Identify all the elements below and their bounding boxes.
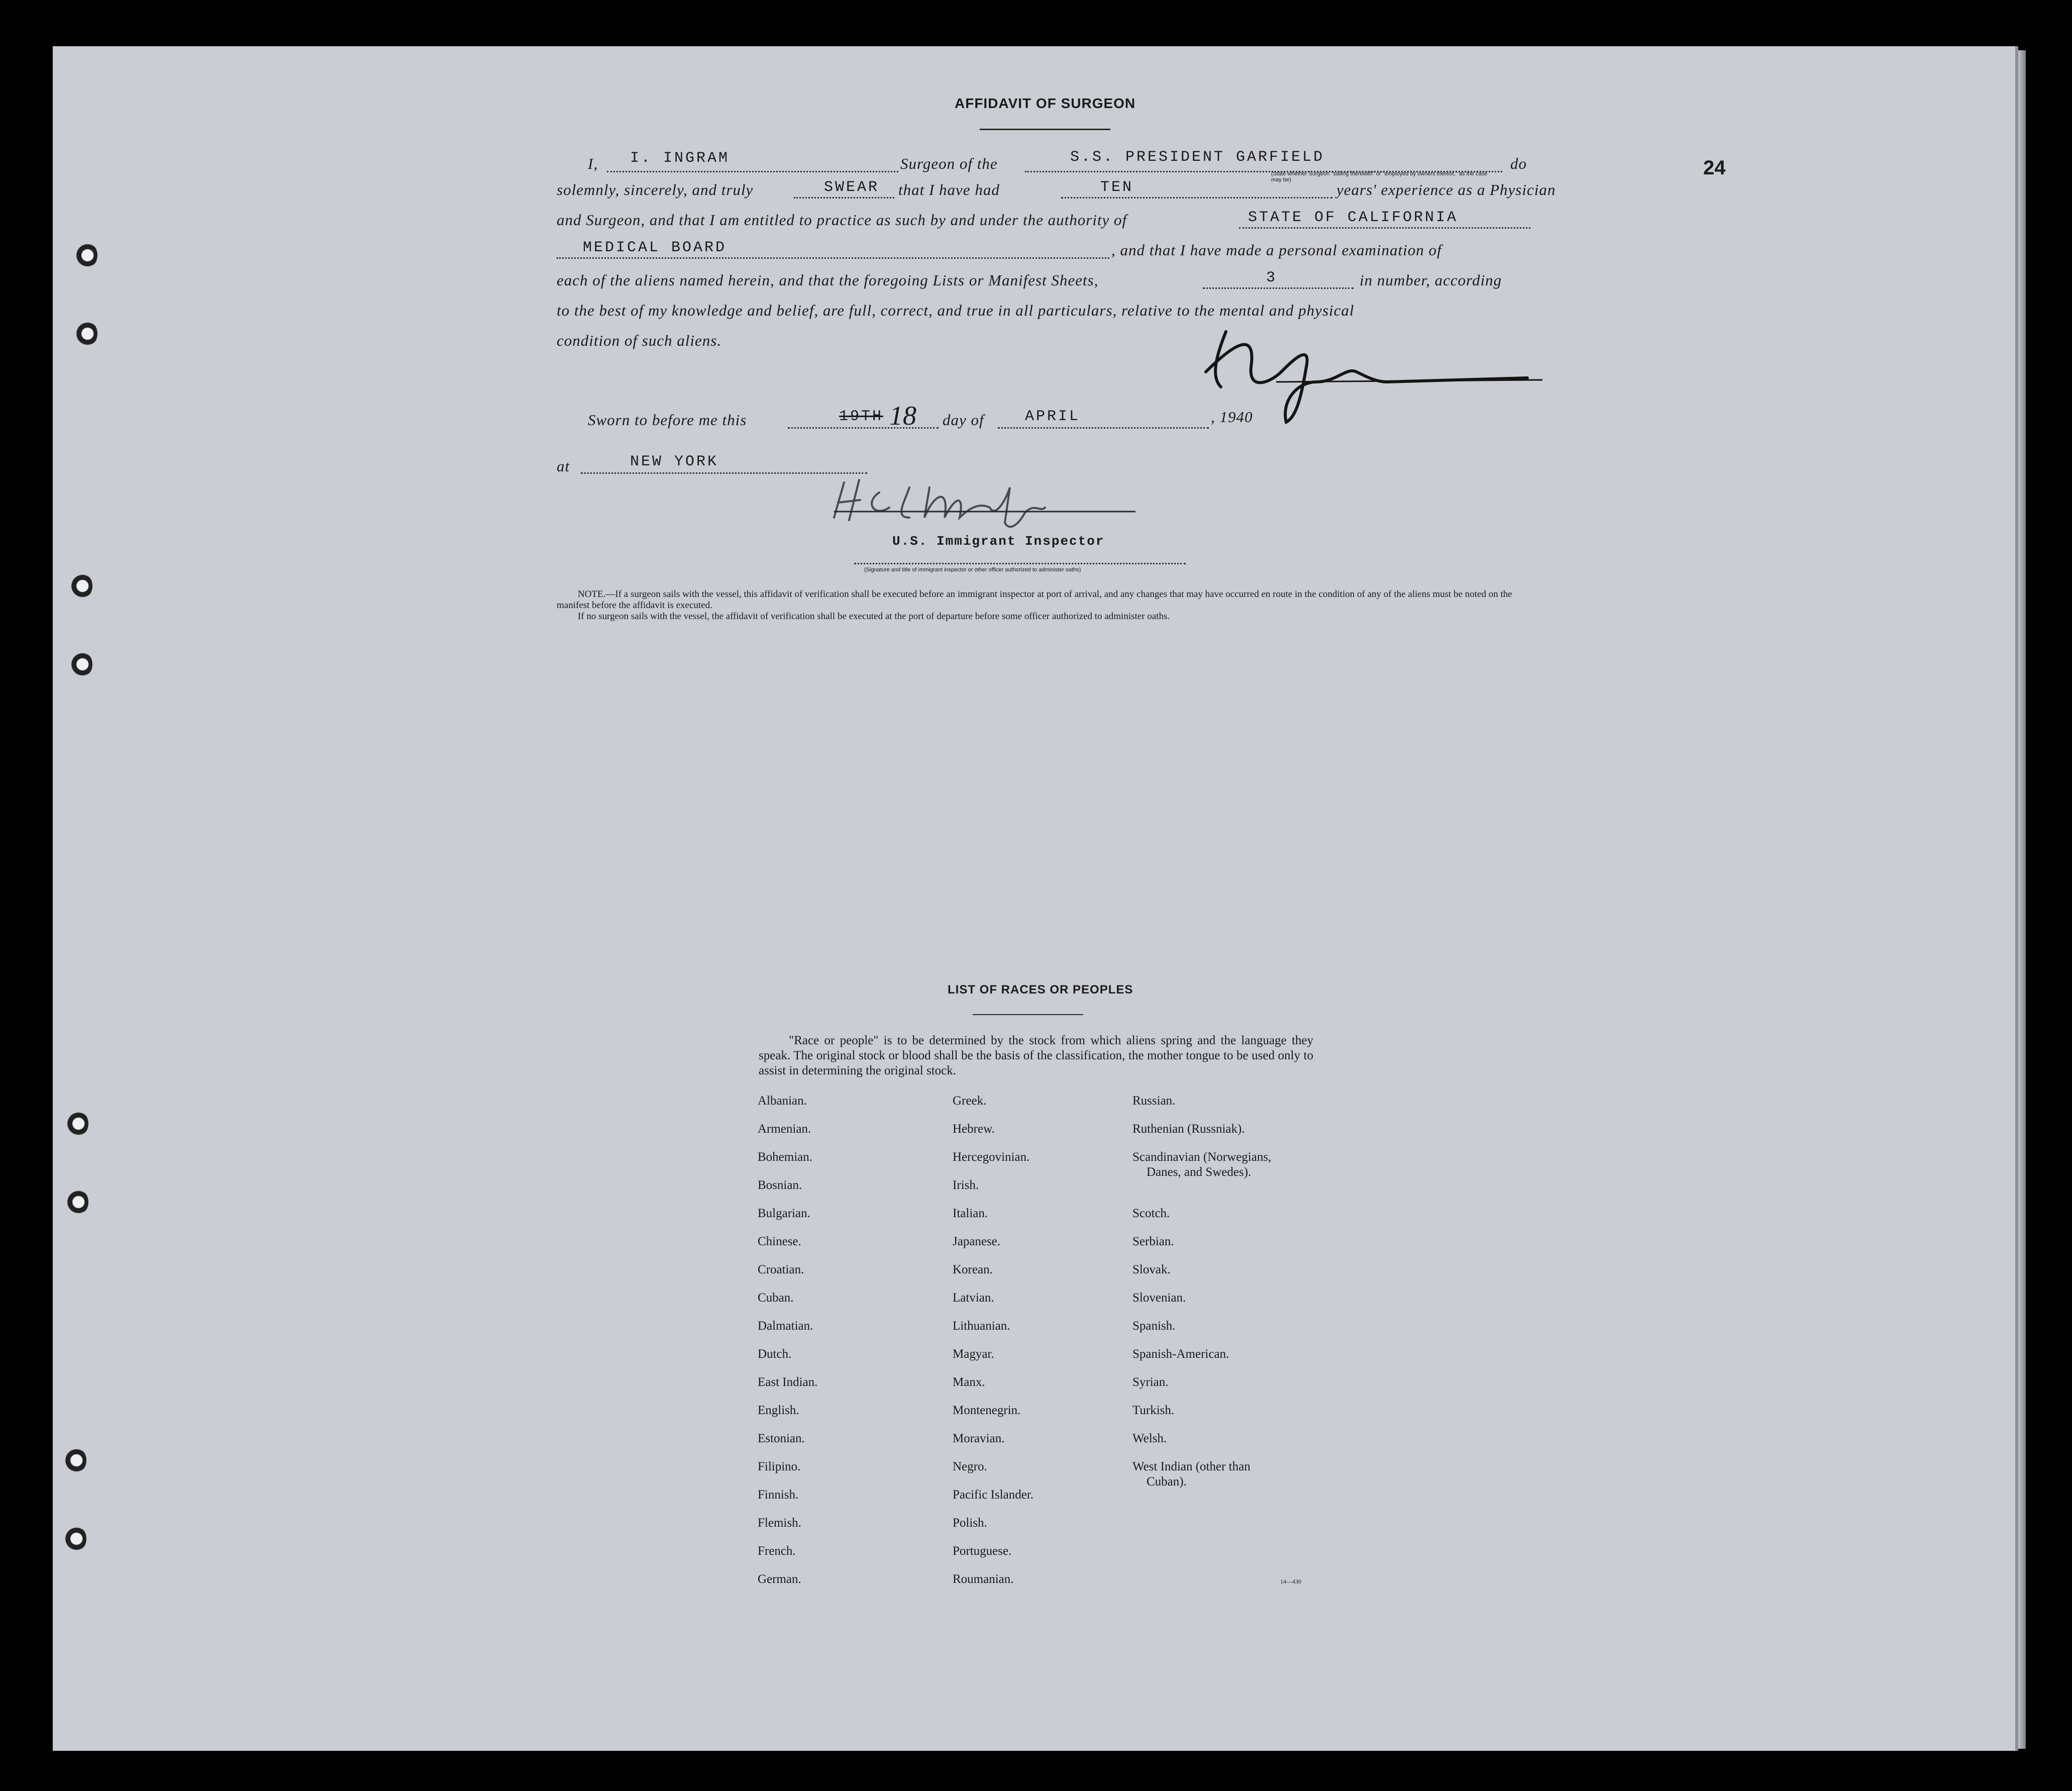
fill-line xyxy=(854,563,1186,564)
race-entry: Cuban. xyxy=(758,1291,794,1305)
race-entry: Syrian. xyxy=(1132,1375,1169,1389)
oath-word: SWEAR xyxy=(824,179,880,196)
years-experience: TEN xyxy=(1100,179,1134,196)
race-entry: Cuban). xyxy=(1147,1475,1187,1488)
race-entry: Finnish. xyxy=(758,1488,799,1502)
text: solemnly, sincerely, and truly xyxy=(557,181,754,198)
text: years' experience as a Physician xyxy=(1336,181,1556,198)
race-entry: Japanese. xyxy=(953,1235,1001,1248)
text: Surgeon of the xyxy=(900,155,998,172)
race-entry: Dalmatian. xyxy=(758,1319,813,1333)
title-rule xyxy=(980,129,1110,130)
race-entry: Chinese. xyxy=(758,1235,801,1248)
punch-hole xyxy=(64,1526,86,1552)
authority-line-2: MEDICAL BOARD xyxy=(583,239,727,256)
text: in number, according xyxy=(1360,271,1502,289)
race-entry: Serbian. xyxy=(1132,1235,1174,1248)
race-entry: Dutch. xyxy=(758,1347,792,1361)
affidavit-title: AFFIDAVIT OF SURGEON xyxy=(955,95,1136,111)
race-entry: Irish. xyxy=(953,1178,979,1192)
race-entry: Korean. xyxy=(953,1263,993,1276)
text: , and that I have made a personal examination of xyxy=(1111,241,1442,259)
race-entry: Bosnian. xyxy=(758,1178,802,1192)
race-entry: Hebrew. xyxy=(953,1122,995,1136)
place: NEW YORK xyxy=(630,453,719,470)
text: at xyxy=(557,457,570,475)
race-entry: Russian. xyxy=(1132,1094,1176,1108)
race-entry: Manx. xyxy=(953,1375,985,1389)
race-entry: English. xyxy=(758,1404,799,1417)
text: and Surgeon, and that I am entitled to practice as such by and under the authority of xyxy=(557,211,1127,229)
fill-line xyxy=(1061,197,1332,198)
vessel-name: S.S. PRESIDENT GARFIELD xyxy=(1070,149,1325,166)
fill-line xyxy=(581,472,867,474)
fill-line xyxy=(1203,287,1354,289)
race-entry: Danes, and Swedes). xyxy=(1147,1165,1252,1179)
punch-hole xyxy=(75,321,97,347)
race-entry: Bulgarian. xyxy=(758,1207,810,1220)
race-entry: Lithuanian. xyxy=(953,1319,1010,1333)
punch-hole xyxy=(66,1111,88,1137)
fill-line xyxy=(794,197,894,198)
races-title-rule xyxy=(973,1014,1083,1015)
text: do xyxy=(1510,155,1527,172)
surgeon-name: I. INGRAM xyxy=(630,150,730,167)
race-entry: French. xyxy=(758,1544,796,1558)
race-entry: Ruthenian (Russniak). xyxy=(1132,1122,1245,1136)
race-entry: Spanish-American. xyxy=(1132,1347,1229,1361)
race-entry: Bohemian. xyxy=(758,1150,813,1164)
note-paragraph-1: NOTE.—If a surgeon sails with the vessel, this affidavit of verification shall be executed before an immigrant inspector at port of arrival, and any changes that may have occurred en route in the condition of any of the aliens must be noted on the manifest before the affidavit is executed. xyxy=(557,589,1512,611)
text: I, xyxy=(588,155,598,172)
fill-line xyxy=(557,257,1109,259)
race-entry: Hercegovinian. xyxy=(953,1150,1030,1164)
punch-hole xyxy=(66,1189,88,1215)
fill-line xyxy=(607,171,898,172)
punch-hole xyxy=(75,242,97,268)
sheet-count: 3 xyxy=(1266,269,1278,286)
race-entry: German. xyxy=(758,1572,801,1586)
race-entry: Slovak. xyxy=(1132,1263,1171,1276)
authority-line-1: STATE OF CALIFORNIA xyxy=(1248,209,1459,226)
race-entry: Polish. xyxy=(953,1516,987,1530)
punch-hole xyxy=(64,1447,86,1473)
text: each of the aliens named herein, and that the foregoing Lists or Manifest Sheets, xyxy=(557,271,1099,289)
race-entry: Scotch. xyxy=(1132,1207,1170,1220)
races-intro: "Race or people" is to be determined by the stock from which aliens spring and the language they speak. The original stock or blood shall be the basis of the classification, the mother tongue to be used only to assist in determining the original stock. xyxy=(759,1034,1313,1077)
month: APRIL xyxy=(1025,408,1081,425)
race-entry: Croatian. xyxy=(758,1263,804,1276)
text: day of xyxy=(943,411,984,429)
race-entry: Scandinavian (Norwegians, xyxy=(1132,1150,1272,1164)
page-number: 24 xyxy=(1703,157,1726,179)
race-entry: Negro. xyxy=(953,1460,987,1473)
punch-hole xyxy=(70,573,92,599)
punch-hole xyxy=(70,651,92,677)
race-entry: Flemish. xyxy=(758,1516,801,1530)
text: to the best of my knowledge and belief, are full, correct, and true in all particulars, relative to the mental and physical xyxy=(557,302,1355,319)
fill-line xyxy=(998,427,1209,429)
year: , 1940 xyxy=(1211,408,1253,426)
race-entry: Moravian. xyxy=(953,1432,1005,1445)
signature-note: (Signature and title of immigrant inspector or other officer authorized to administer oaths) xyxy=(864,567,1081,573)
race-entry: Turkish. xyxy=(1132,1404,1175,1417)
race-entry: Roumanian. xyxy=(953,1572,1014,1586)
race-entry: Italian. xyxy=(953,1207,988,1220)
text: that I have had xyxy=(898,181,1000,198)
day-handwritten: 18 xyxy=(889,401,916,431)
race-entry: East Indian. xyxy=(758,1375,818,1389)
race-entry: Latvian. xyxy=(953,1291,994,1305)
race-entry: Montenegrin. xyxy=(953,1404,1021,1417)
race-entry: Slovenian. xyxy=(1132,1291,1186,1305)
race-entry: Greek. xyxy=(953,1094,987,1108)
text: Sworn to before me this xyxy=(588,411,747,429)
text: condition of such aliens. xyxy=(557,332,722,349)
race-entry: Estonian. xyxy=(758,1432,805,1445)
day-struck: 19TH xyxy=(839,408,884,425)
inspector-signature xyxy=(829,472,1141,533)
form-number: 14—430 xyxy=(1280,1578,1301,1585)
race-entry: Pacific Islander. xyxy=(953,1488,1034,1502)
race-entry: Welsh. xyxy=(1132,1432,1167,1445)
inspector-title: U.S. Immigrant Inspector xyxy=(892,534,1105,549)
race-entry: Portuguese. xyxy=(953,1544,1012,1558)
race-entry: Albanian. xyxy=(758,1094,807,1108)
state-note: (State whether Surgeon "sailing therewith" or "employed by owners thereof," as the case may be) xyxy=(1271,171,1488,183)
race-entry: Magyar. xyxy=(953,1347,994,1361)
race-entry: Spanish. xyxy=(1132,1319,1176,1333)
races-title: LIST OF RACES OR PEOPLES xyxy=(948,983,1133,997)
race-entry: Armenian. xyxy=(758,1122,811,1136)
race-entry: Filipino. xyxy=(758,1460,801,1473)
fill-line xyxy=(1239,227,1530,229)
race-entry: West Indian (other than xyxy=(1132,1460,1251,1473)
note-paragraph-2: If no surgeon sails with the vessel, the affidavit of verification shall be executed at the port of departure before some officer authorized to administer oaths. xyxy=(578,611,1170,622)
